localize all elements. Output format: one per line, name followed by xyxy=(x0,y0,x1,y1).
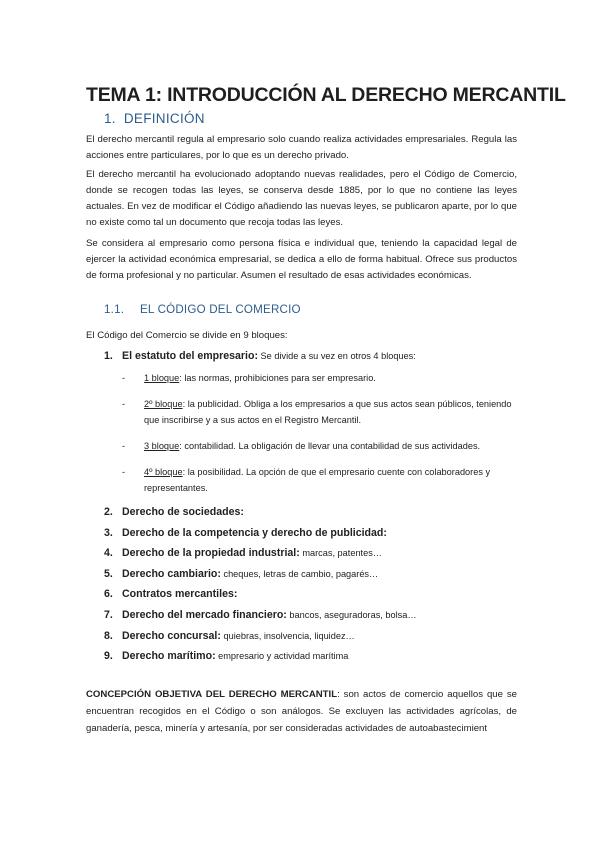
concepcion-text: : son actos de comercio aquellos que se encuentran recogidos en el Código o son análogos. Se excluyen las actividades agrícolas, de ganadería, pesca, minería y artesanía, por ser consideradas actividades de autoabastecimient xyxy=(86,689,517,734)
paragraph-1: El derecho mercantil regula al empresario solo cuando realiza actividades empresariales. Regula las acciones entre particulares, por lo que es un derecho privado. xyxy=(86,134,517,161)
block-heading: Derecho de la propiedad industrial: xyxy=(122,547,300,560)
section-title: DEFINICIÓN xyxy=(123,111,205,126)
block-item xyxy=(104,609,524,621)
block-heading: Derecho cambiario: xyxy=(122,567,221,580)
block-item xyxy=(104,630,524,642)
section-number: 1. xyxy=(104,111,116,126)
block-detail: cheques, letras de cambio, pagarés… xyxy=(220,568,379,579)
sub-block-text: : la posibilidad. La opción de que el empresario cuente con colaboradores y representantes. xyxy=(144,467,491,493)
block-heading: Derecho de la competencia y derecho de publicidad: xyxy=(122,526,387,539)
block-item xyxy=(104,547,524,559)
block-item xyxy=(104,350,524,496)
sub-block-item xyxy=(122,464,524,496)
block-heading: Derecho concursal: xyxy=(122,629,221,642)
sub-block-text: : la publicidad. Obliga a los empresarios a que sus actos sean públicos, teniendo que inscribirse y a sus actos en el Registro Mercantil. xyxy=(144,399,512,425)
block-number: 8. xyxy=(104,629,113,642)
concepcion-label: CONCEPCIÓN OBJETIVA DEL DERECHO MERCANTIL xyxy=(86,689,338,700)
subsection-title: EL CÓDIGO DEL COMERCIO xyxy=(140,303,301,316)
block-detail: Se divide a su vez en otros 4 bloques: xyxy=(258,351,416,361)
concepcion-objetiva-paragraph xyxy=(86,686,517,737)
dash-bullet: - xyxy=(122,441,126,451)
paragraph-3: Se considera al empresario como persona física e individual que, teniendo la capacidad legal de ejercer la actividad económica empresarial, se dedica a ello de forma habitual. Ofrece sus productos de forma profesional y no particular. Asumen el resultado de esas actividades económicas. xyxy=(86,238,517,281)
block-heading: Derecho del mercado financiero: xyxy=(122,608,287,621)
dash-bullet: - xyxy=(122,467,126,477)
block-number: 2. xyxy=(104,506,113,518)
sub-block-item xyxy=(122,396,524,428)
document-title: TEMA 1: INTRODUCCIÓN AL DERECHO MERCANTIL xyxy=(86,84,566,106)
dash-bullet: - xyxy=(122,399,126,409)
block-number: 4. xyxy=(104,547,113,560)
sub-block-item xyxy=(122,370,524,386)
block-heading: El estatuto del empresario: xyxy=(122,350,258,362)
block-detail: quiebras, insolvencia, liquidez… xyxy=(220,630,355,641)
block-number: 9. xyxy=(104,650,113,663)
block-detail: empresario y actividad marítima xyxy=(215,651,349,662)
sub-block-item xyxy=(122,438,524,454)
block-item xyxy=(104,527,524,539)
block-item xyxy=(104,568,524,580)
block-number: 3. xyxy=(104,526,113,539)
blocks-intro: El Código del Comercio se divide en 9 bloques: xyxy=(86,330,288,341)
block-heading: Derecho de sociedades: xyxy=(122,506,244,518)
block-number: 7. xyxy=(104,608,113,621)
section-heading-definicion xyxy=(104,111,205,126)
sub-block-text: : las normas, prohibiciones para ser empresario. xyxy=(179,373,376,383)
block-heading: Contratos mercantiles: xyxy=(122,588,238,601)
block-item xyxy=(104,650,524,662)
block-number: 5. xyxy=(104,567,113,580)
blocks-list xyxy=(104,350,524,671)
sub-block-label: 1 bloque xyxy=(144,373,180,383)
block-heading: Derecho marítimo: xyxy=(122,650,216,663)
block-number: 1. xyxy=(104,350,113,362)
block-item xyxy=(104,506,524,518)
subsection-heading-codigo xyxy=(104,303,301,316)
subsection-number: 1.1. xyxy=(104,303,125,316)
block-item xyxy=(104,588,524,600)
block-detail: bancos, aseguradoras, bolsa… xyxy=(286,609,417,620)
dash-bullet: - xyxy=(122,373,126,383)
block-detail: marcas, patentes… xyxy=(299,548,382,559)
sub-block-label: 3 bloque xyxy=(144,441,180,451)
block-number: 6. xyxy=(104,588,113,601)
sub-block-label: 2º bloque xyxy=(144,399,183,409)
sub-blocks-list xyxy=(122,370,524,496)
sub-block-label: 4º bloque xyxy=(144,467,183,477)
sub-block-text: : contabilidad. La obligación de llevar una contabilidad de sus actividades. xyxy=(179,441,481,451)
paragraph-2: El derecho mercantil ha evolucionado adoptando nuevas realidades, pero el Código de Comercio, donde se recogen todas las leyes, se conserva desde 1885, por lo que no contiene las leyes actuales. En vez de modificar el Código añadiendo las nuevas leyes, se publicaron aparte, por lo que no existe como tal un documento que recoja todas las leyes. xyxy=(86,169,517,228)
